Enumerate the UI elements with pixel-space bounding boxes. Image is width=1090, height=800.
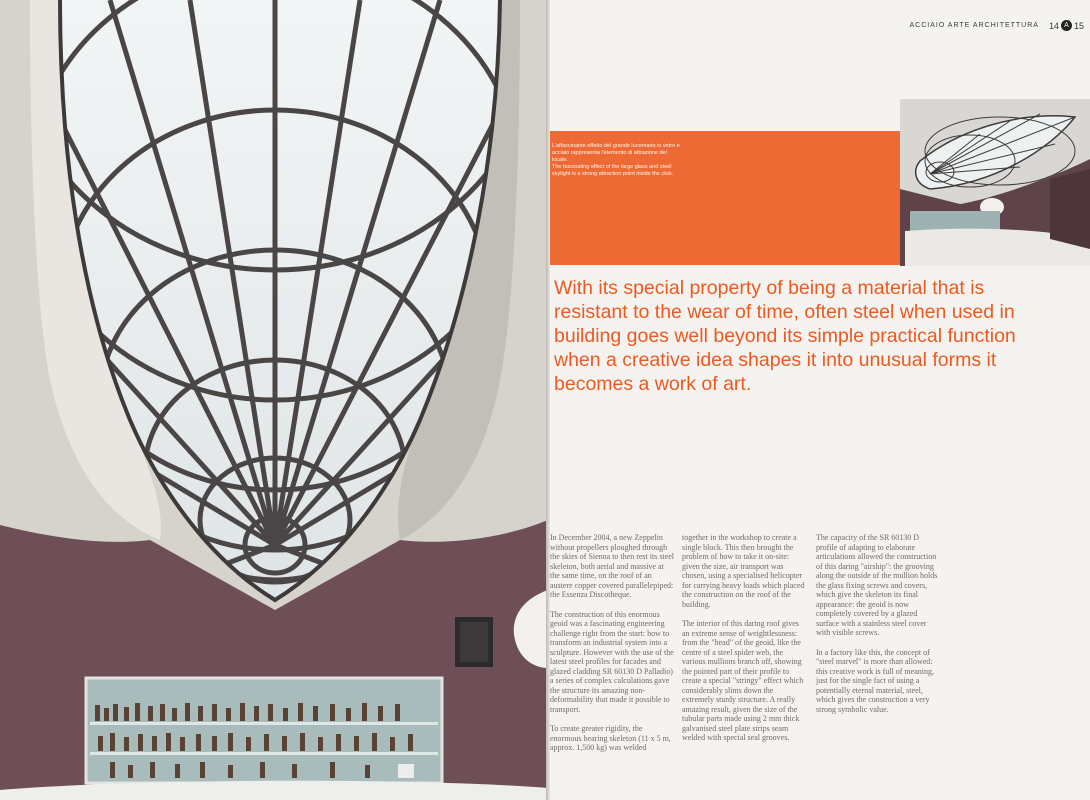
right-page: [550, 0, 1090, 800]
photo-caption: [552, 143, 682, 178]
headline: With its special property of being a material that is resistant to the wear of time, often steel when used in building goes well beyond its simple practical function when a creative idea shapes it into unusual forms it becomes a work of art.: [554, 277, 1016, 395]
paragraph: In a factory like this, the concept of "steel marvel" is more than allowed: this creative work is full of meaning, just for the single fact of using a potentially eternal material, steel, which gives the construction a very strong symbolic value.: [816, 647, 934, 714]
text-column-3: [816, 533, 940, 724]
text-column-1: [550, 533, 674, 763]
paragraph: The interior of this daring roof gives an extreme sense of weightlessness: from the "head" of the geoid, like the centre of a steel spider web, the various mullions branch off, showing the pointed part of their profile to create a special "stringy" effect which considerably slims down the extremely sturdy structure. A really amazing result, given the size of the tubular parts made using 2 mm thick galvanised steel plate strips seam welded with special seal grooves.: [682, 619, 804, 742]
page-mark-icon: A: [1061, 20, 1072, 31]
text-column-2: [682, 533, 806, 753]
paragraph: To create greater rigidity, the enormous bearing skeleton (11 x 5 m, approx. 1,500 kg) was welded: [550, 724, 671, 752]
paragraph: The capacity of the SR 60130 D profile of adapting to elaborate articulations allowed the construction of this daring "airship": the grooving along the outside of the mullion holds the glass fixing screws and covers, which give the skeleton its final appearance: the geoid is now completely covered by a glazed surface with a stainless steel cover with visible screws.: [816, 533, 938, 637]
body-text: [550, 533, 1090, 800]
paragraph: The construction of this enormous geoid was a fascinating engineering challenge right from the start: how to transform an industrial system into a sculpture. However with the use of the latest steel profiles for facades and glazed cladding SR 60130 D Palladio) a series of complex calculations gave the structure its amazing non-deformability that made it possible to transport.: [550, 609, 674, 714]
thumbnail-photo: [900, 99, 1090, 266]
paragraph: together in the workshop to create a single block. This then brought the problem of how to take it on-site: given the size, air transport was chosen, using a specialised helicopter for carrying heavy loads which placed the construction on the roof of the building.: [682, 533, 805, 609]
caption-italian: L'affascinante effetto del grande lucernario in vetro e acciaio rappresenta l'elemento di attrazione del locale.: [552, 143, 680, 163]
caption-english: The fascinating effect of the large glass and steel skylight is a strong attraction point inside the club.: [552, 164, 674, 177]
running-head: [909, 20, 1084, 31]
paragraph: In December 2004, a new Zeppelin without propellers ploughed through the skies of Sienna to then rest its steel skeleton, both aerial and massive at the same time, on the roof of an austere copper covered parallelepiped: the Essenza Discotheque.: [550, 533, 674, 599]
page-numbers: [1049, 20, 1084, 31]
page-number-left: 14: [1048, 20, 1059, 31]
section-title: ACCIAIO ARTE ARCHITETTURA: [909, 22, 1039, 29]
page-number-right: 15: [1073, 20, 1084, 31]
